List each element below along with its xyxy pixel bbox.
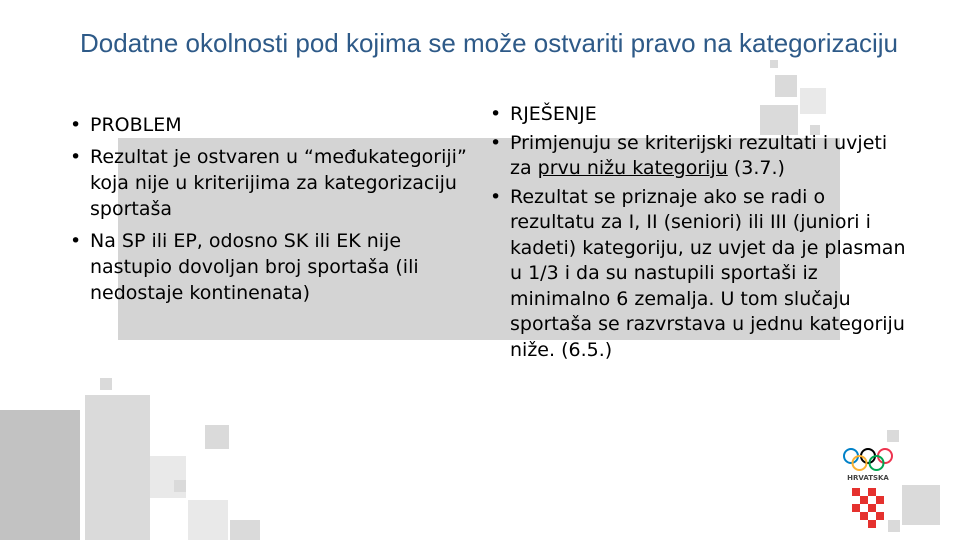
slide-title: Dodatne okolnosti pod kojima se može ostvariti pravo na kategorizaciju <box>80 28 898 58</box>
checker-square <box>860 504 868 512</box>
bullet-apply-lower-category <box>490 131 910 182</box>
checker-square <box>860 496 868 504</box>
bullet-text: RJEŠENJE <box>510 103 597 125</box>
bullet-insufficient-athletes <box>70 228 470 306</box>
bullet-text: Na SP ili EP, odosno SK ili EK nije nastupio dovoljan broj sportaša (ili nedostaje kontinenata) <box>90 230 419 304</box>
bullet-result-recognized <box>490 185 910 364</box>
olympic-rings-icon <box>838 444 898 534</box>
checker-square <box>860 512 868 520</box>
bullet-text: Rezultat se priznaje ako se radi o rezultatu za I, II (seniori) ili III (juniori i kadeti) kategoriju, uz uvjet da je plasman u 1/3 i da su nastupili sportaši iz minimalno 6 zemalja. U tom slučaju sportaša se razvrstava u jednu kategoriju niže. (6.5.) <box>510 185 906 361</box>
bullet-text: PROBLEM <box>90 114 182 136</box>
checker-square <box>852 488 860 496</box>
decor-square <box>230 520 260 540</box>
decor-square <box>205 425 229 449</box>
checker-square <box>868 520 876 528</box>
checker-square <box>876 488 884 496</box>
decor-square <box>174 480 186 492</box>
bullet-marker: • <box>70 114 82 136</box>
checker-square <box>868 504 876 512</box>
decor-square <box>0 410 80 540</box>
decor-square <box>775 75 797 97</box>
bullet-solution <box>490 102 910 128</box>
decor-square <box>902 485 940 525</box>
bullet-text-after: (3.7.) <box>727 157 785 179</box>
checker-square <box>876 512 884 520</box>
bullet-marker: • <box>70 146 82 168</box>
decor-square <box>85 395 150 540</box>
bullet-marker: • <box>490 103 502 125</box>
checker-square <box>860 520 868 528</box>
bullet-marker: • <box>490 185 502 208</box>
decor-square <box>770 60 778 68</box>
croatian-olympic-committee-logo <box>838 444 898 534</box>
bullet-marker: • <box>490 131 502 154</box>
checker-square <box>868 496 876 504</box>
checker-square <box>876 496 884 504</box>
checker-square <box>852 512 860 520</box>
bullet-problem <box>70 112 470 138</box>
checker-square <box>876 504 884 512</box>
underlined-phrase: prvu nižu kategoriju <box>537 157 728 179</box>
checker-square <box>860 488 868 496</box>
checker-square <box>868 488 876 496</box>
bullet-marker: • <box>70 230 82 252</box>
checker-square <box>852 504 860 512</box>
checkerboard-icon <box>852 488 884 528</box>
checker-square <box>852 496 860 504</box>
decor-square <box>188 500 228 540</box>
decor-square <box>887 430 899 442</box>
logo-label: HRVATSKA <box>847 474 889 482</box>
checker-square <box>868 512 876 520</box>
bullet-result-in-intercategory <box>70 144 470 222</box>
bullet-text-before: Primjenuju se kriterijski rezultati i uvjeti za <box>510 131 888 179</box>
left-column <box>70 112 470 306</box>
right-column <box>490 102 910 363</box>
bullet-text: Rezultat je ostvaren u “međukategoriji” koja nije u kriterijima za kategorizaciju sportaša <box>90 146 467 220</box>
decor-square <box>100 378 112 390</box>
